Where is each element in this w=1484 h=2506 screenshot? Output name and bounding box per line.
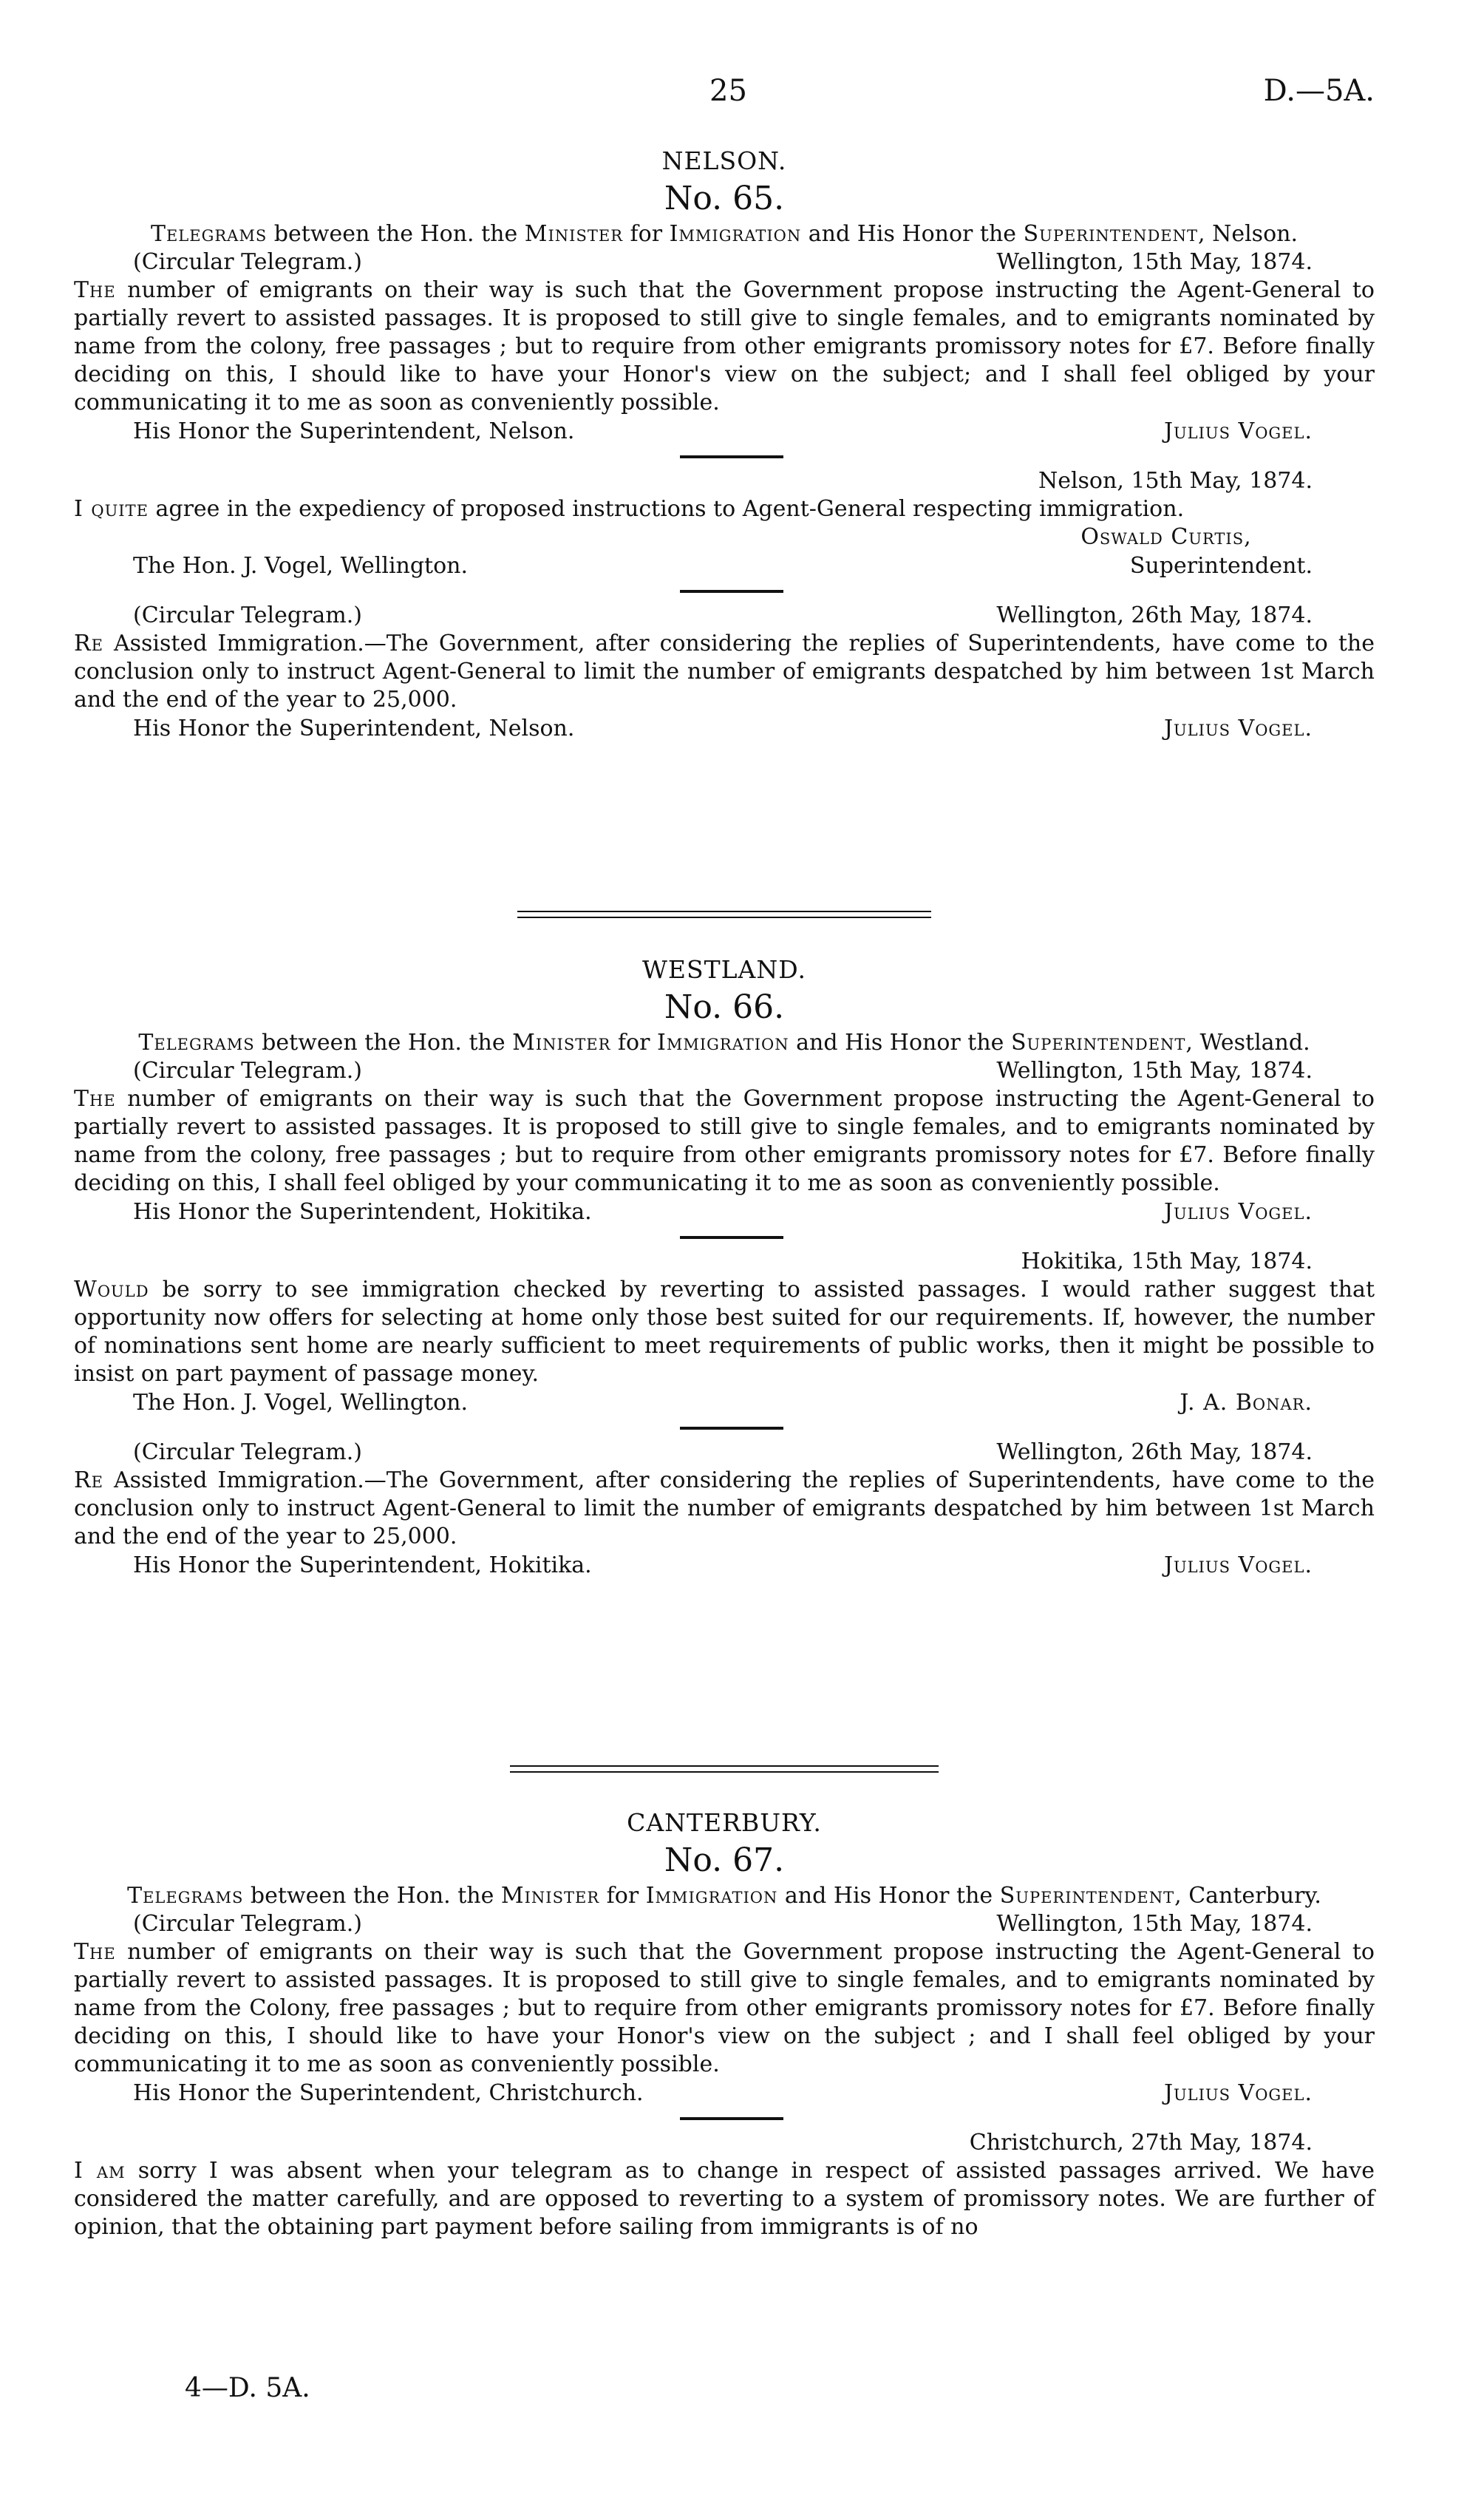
reply-signature: J. A. Bonar. (1180, 1390, 1313, 1416)
telegram-signature-row (74, 2079, 1375, 2108)
reply-body: Would be sorry to see immigration checked by reverting to assisted passages. I would rather suggest that opportunity now offers for selecting at home only those best suited for our requirements. If, however, the number of nominations sent home are nearly sufficient to meet requirements of public works, then it might be possible to insist on part payment of passage money. (74, 1277, 1375, 1387)
telegram-signature: Julius Vogel. (1163, 418, 1313, 444)
section-divider-top (517, 911, 931, 912)
section-nelson (74, 145, 1375, 744)
reply-place-date: Hokitika, 15th May, 1874. (1021, 1249, 1313, 1274)
separator-rule (680, 1236, 783, 1239)
telegram-body: Re Assisted Immigration.—The Government, after considering the replies of Superintendents, have come to the conclusion only to instruct Agent-General to limit the number of emigrants despatched by him between 1st March and the end of the year to 25,000. (74, 1467, 1375, 1549)
printer-signature-mark: 4—D. 5A. (185, 2373, 310, 2403)
reply-place-date: Nelson, 15th May, 1874. (1038, 468, 1313, 494)
telegram-heading (74, 248, 1375, 276)
telegram-body: The number of emigrants on their way is such that the Government propose instructing the Agent-General to partially revert to assisted passages. It is proposed to still give to single females, and to emigrants nominated by name from the colony, free passages ; but to require from other emigrants promissory notes for £7. Before finally deciding on this, I shall feel obliged by your communicating it to me as soon as conveniently possible. (74, 1086, 1375, 1196)
telegram-heading (74, 1057, 1375, 1085)
reply-signature: Oswald Curtis, (1080, 524, 1252, 550)
section-number: No. 65. (664, 180, 785, 217)
telegram-place-date: Wellington, 26th May, 1874. (996, 602, 1313, 628)
section-caption: Telegrams between the Hon. the Minister for Immigration and His Honor the Superintendent, Nelson. (150, 221, 1298, 247)
telegram-addressee: His Honor the Superintendent, Christchurch. (133, 2080, 644, 2106)
telegram-signature-row (74, 1551, 1375, 1580)
telegram-type: (Circular Telegram.) (133, 1058, 362, 1084)
section-region-title: CANTERBURY. (627, 1808, 822, 1837)
telegram-addressee: His Honor the Superintendent, Hokitika. (133, 1199, 592, 1225)
reply-heading (74, 2129, 1375, 2157)
reply-title: Superintendent. (1129, 553, 1313, 579)
telegram-signature-row (74, 1198, 1375, 1227)
telegram-addressee: His Honor the Superintendent, Nelson. (133, 716, 575, 741)
reply-heading (74, 1248, 1375, 1276)
separator-rule (680, 2117, 783, 2120)
telegram-body: The number of emigrants on their way is such that the Government propose instructing the Agent-General to partially revert to assisted passages. It is proposed to still give to single females, and to emigrants nominated by name from the Colony, free passages ; but to require from other emigrants promissory notes for £7. Before finally deciding on this, I should like to have your Honor's view on the subject ; and I shall feel obliged by your communicating it to me as soon as conveniently possible. (74, 1939, 1375, 2077)
telegram-place-date: Wellington, 15th May, 1874. (996, 1911, 1313, 1937)
telegram-type: (Circular Telegram.) (133, 1439, 362, 1465)
section-canterbury (74, 1807, 1375, 2241)
telegram-signature: Julius Vogel. (1163, 1199, 1313, 1225)
document-page (74, 0, 1375, 2506)
separator-rule (680, 1427, 783, 1430)
reply-signature-row (74, 1388, 1375, 1418)
telegram-place-date: Wellington, 26th May, 1874. (996, 1439, 1313, 1465)
page-header (74, 74, 1375, 118)
telegram-type: (Circular Telegram.) (133, 249, 362, 275)
section-westland (74, 954, 1375, 1580)
telegram-place-date: Wellington, 15th May, 1874. (996, 1058, 1313, 1084)
separator-rule (680, 590, 783, 593)
telegram-heading (74, 1910, 1375, 1938)
reply-addressee-row (74, 551, 1375, 581)
page-number: 25 (709, 74, 747, 108)
telegram-signature-row (74, 417, 1375, 446)
section-divider-bottom (517, 917, 931, 918)
telegram-type: (Circular Telegram.) (133, 1911, 362, 1937)
section-divider-bottom (510, 1771, 939, 1773)
telegram-body: Re Assisted Immigration.—The Government, after considering the replies of Superintendents, have come to the conclusion only to instruct Agent-General to limit the number of emigrants despatched by him between 1st March and the end of the year to 25,000. (74, 631, 1375, 713)
telegram-heading (74, 602, 1375, 630)
telegram-type: (Circular Telegram.) (133, 602, 362, 628)
telegram-body: The number of emigrants on their way is such that the Government propose instructing the Agent-General to partially revert to assisted passages. It is proposed to still give to single females, and to emigrants nominated by name from the colony, free passages ; but to require from other emigrants promissory notes for £7. Before finally deciding on this, I should like to have your Honor's view on the subject; and I shall feel obliged by your communicating it to me as soon as conveniently possible. (74, 277, 1375, 415)
telegram-addressee: His Honor the Superintendent, Nelson. (133, 418, 575, 444)
reply-place-date: Christchurch, 27th May, 1874. (969, 2130, 1313, 2156)
telegram-heading (74, 1439, 1375, 1467)
reply-heading (74, 467, 1375, 495)
section-region-title: NELSON. (661, 146, 787, 175)
section-region-title: WESTLAND. (641, 955, 807, 984)
reply-addressee: The Hon. J. Vogel, Wellington. (133, 553, 469, 579)
reply-addressee: The Hon. J. Vogel, Wellington. (133, 1390, 469, 1416)
telegram-signature: Julius Vogel. (1163, 1552, 1313, 1578)
reply-body: I quite agree in the expediency of proposed instructions to Agent-General respecting immigration. (74, 496, 1185, 522)
telegram-signature: Julius Vogel. (1163, 2080, 1313, 2106)
document-code: D.—5A. (1263, 74, 1375, 108)
section-divider-top (510, 1765, 939, 1767)
reply-signature-row (74, 523, 1375, 551)
telegram-signature-row (74, 714, 1375, 744)
section-caption: Telegrams between the Hon. the Minister for Immigration and His Honor the Superintendent, Westland. (138, 1030, 1310, 1056)
separator-rule (680, 455, 783, 458)
section-number: No. 66. (664, 988, 785, 1026)
section-caption: Telegrams between the Hon. the Minister for Immigration and His Honor the Superintendent, Canterbury. (127, 1883, 1321, 1909)
telegram-signature: Julius Vogel. (1163, 716, 1313, 741)
section-number: No. 67. (664, 1841, 785, 1879)
reply-body: I am sorry I was absent when your telegram as to change in respect of assisted passages arrived. We have considered the matter carefully, and are opposed to reverting to a system of promissory notes. We are further of opinion, that the obtaining part payment before sailing from immigrants is of no (74, 2158, 1375, 2240)
telegram-place-date: Wellington, 15th May, 1874. (996, 249, 1313, 275)
telegram-addressee: His Honor the Superintendent, Hokitika. (133, 1552, 592, 1578)
